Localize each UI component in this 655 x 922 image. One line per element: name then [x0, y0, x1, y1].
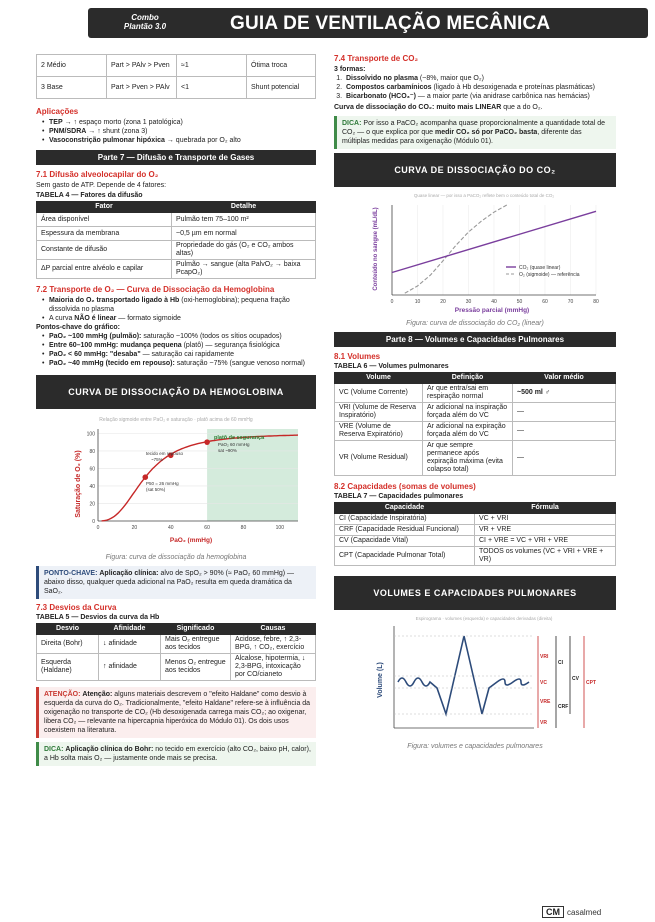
vre-label: VRE — [540, 699, 551, 705]
table-row: CV (Capacidade Vital) CI + VRE = VC + VRI + VRE — [335, 536, 616, 547]
cell: Part > Pven > PAlv — [107, 77, 177, 99]
table-row: Direita (Bohr) ↓ afinidade Mais O₂ entregue aos tecidos Acidose, febre, ↑ 2,3-BPG, ↑ CO₂, exercício — [37, 635, 316, 654]
fig1-caption: Figura: curva de dissociação da hemoglobina — [105, 554, 247, 561]
zones-table — [36, 54, 316, 99]
page-header — [0, 0, 655, 40]
list-item: • PNM/SDRA → ↑ shunt (zona 3) — [42, 127, 316, 136]
y-tick-label: 0 — [92, 519, 95, 525]
right-column — [334, 52, 616, 755]
fig2-caption: Figura: curva de dissociação do CO₂ (linear) — [406, 320, 544, 327]
cell: Ótima troca — [247, 55, 316, 77]
col-header: Valor médio — [513, 373, 616, 384]
table5 — [36, 623, 316, 681]
table-row: Espessura da membrana ~0,5 µm em normal — [37, 227, 316, 241]
col-header: Fator — [37, 202, 172, 213]
o2-reference-line — [405, 205, 507, 293]
col-header: Desvio — [37, 624, 99, 635]
table4-title: TABELA 4 — Fatores da difusão — [36, 192, 143, 199]
y-tick-label: 20 — [89, 501, 95, 508]
x-tick-label: 30 — [465, 299, 472, 305]
list-item: • TEP → ↑ espaço morto (zona 1 patológica) — [42, 118, 316, 127]
y-tick-label: 40 — [89, 483, 95, 490]
s71-text: Sem gasto de ATP. Depende de 4 fatores: — [36, 182, 167, 189]
x-tick-label: 80 — [240, 525, 247, 531]
brand-line1: Combo — [131, 13, 159, 22]
points-list — [36, 332, 316, 368]
list-item: • A curva NÃO é linear — formato sigmoide — [42, 314, 316, 323]
table-row: Constante de difusão Propriedade do gás (O₂ e CO₂ ambos altas) — [37, 241, 316, 260]
co2-dissociation-chart — [334, 187, 616, 315]
cell: 3 Base — [37, 77, 107, 99]
legend-o2: O₂ (sigmoide) — referência — [519, 272, 580, 278]
cpt-label: CPT — [586, 680, 596, 686]
y-tick-label: 100 — [86, 431, 95, 438]
cell: ≈1 — [177, 55, 247, 77]
p50-label-a: P50 = 26 mmHg — [146, 481, 179, 486]
forms-label: 3 formas: — [334, 66, 366, 73]
fig2-band: CURVA DE DISSOCIAÇÃO DO CO₂ — [334, 153, 616, 187]
col-header: Afinidade — [99, 624, 161, 635]
fig3-caption: Figura: volumes e capacidades pulmonares — [407, 743, 543, 750]
table-row: CI (Capacidade Inspiratória) VC + VRI — [335, 514, 616, 525]
cell: 2 Médio — [37, 55, 107, 77]
list-item: • Vasoconstrição pulmonar hipóxica → quebrada por O₂ alto — [42, 136, 316, 145]
s74-title: 7.4 Transporte de CO₂ — [334, 54, 419, 63]
list-item: 1. Dissolvido no plasma (~8%, maior que O₂) — [344, 74, 616, 83]
fig3-subtitle: Espirograma · volumes (esquerda) e capacidades derivadas (direita) — [415, 616, 553, 621]
cell: Shunt potencial — [247, 77, 316, 99]
x-tick-label: 100 — [275, 525, 284, 531]
list-item: • Maioria do O₂ transportado ligado à Hb (oxi-hemoglobina); pequena fração dissolvida no plasma — [42, 296, 316, 314]
table-row: CRF (Capacidade Residual Funcional) VR + VRE — [335, 525, 616, 536]
col-header: Detalhe — [172, 202, 316, 213]
col-header: Volume — [335, 373, 423, 384]
points-title: Pontos-chave do gráfico: — [36, 324, 121, 331]
table6-title: TABELA 6 — Volumes pulmonares — [334, 363, 449, 370]
footer-name: casalmed — [567, 907, 602, 917]
fig3-ylabel: Volume (L) — [377, 662, 384, 698]
vri-label: VRI — [540, 654, 549, 660]
x-tick-label: 20 — [440, 299, 446, 305]
crf-label: CRF — [558, 704, 569, 710]
col-header: Significado — [161, 624, 231, 635]
x-tick-label: 0 — [390, 299, 394, 305]
legend-co2: CO₂ (quase linear) — [519, 265, 561, 271]
brand-line2: Plantão 3.0 — [123, 22, 167, 31]
left-column — [36, 52, 316, 770]
brand — [100, 13, 190, 31]
spirogram-chart — [334, 610, 616, 738]
fig1-band: CURVA DE DISSOCIAÇÃO DA HEMOGLOBINA — [36, 375, 316, 409]
fig2-xlabel: Pressão parcial (mmHg) — [454, 307, 530, 314]
list-item: • PaO₂ < 60 mmHg: "desaba" — saturação cai rapidamente — [42, 350, 316, 359]
y-tick-label: 60 — [89, 466, 95, 473]
footer-logo: CM — [542, 906, 564, 918]
fig3 — [334, 610, 616, 740]
x-tick-label: 60 — [204, 525, 210, 531]
s72-list — [36, 296, 316, 323]
table-row: Esquerda (Haldane) ↑ afinidade Menos O₂ entregue aos tecidos Alcalose, hipotermia, ↓ 2,3-BPG, intoxicação por CO/cianeto — [37, 654, 316, 681]
x-tick-label: 60 — [542, 299, 548, 305]
footer — [542, 906, 601, 918]
fig2-ylabel: Conteúdo no sangue (mL/dL) — [373, 207, 379, 291]
atencao-box: ATENÇÃO: Atenção: alguns materiais descrevem o "efeito Haldane" como desvio à esquerda da curva do O₂. Tradicionalmente, "efeito Haldane" refere-se à influência da oxigenação no transporte de CO₂ (Hb desoxigenada carrega mais CO₂; ao oxigenar, libera CO₂ — relevante na hipercapnia hiperóxica do Módulo 01). Os dois usos coexistem na literatura. — [36, 687, 316, 738]
part7-bar: Parte 7 — Difusão e Transporte de Gases — [36, 150, 316, 165]
cell: Part > PAlv > Pven — [107, 55, 177, 77]
fig2-subtitle: Quase linear — por isso a PaCO₂ reflete bem o conteúdo total de CO₂ — [413, 193, 555, 198]
fig2 — [334, 187, 616, 317]
col-header: Causas — [231, 624, 316, 635]
page-title: GUIA DE VENTILAÇÃO MECÂNICA — [230, 13, 551, 34]
aplicacoes-list — [36, 118, 316, 145]
list-item: • Entre 60–100 mmHg: mudança pequena (platô) — segurança fisiológica — [42, 341, 316, 350]
dica-box-left: DICA: Aplicação clínica do Bohr: no tecido em exercício (alto CO₂, baixo pH, calor), a Hb solta mais O₂ — justamente onde mais se precisa. — [36, 742, 316, 766]
col-header: Fórmula — [475, 503, 616, 514]
x-tick-label: 70 — [567, 299, 574, 305]
y-tick-label: 80 — [89, 448, 95, 455]
x-tick-label: 50 — [516, 299, 523, 305]
table-row: Área disponível Pulmão tem 75–100 m² — [37, 213, 316, 227]
co2-curve-note: Curva de dissociação do CO₂: muito mais LINEAR que a do O₂. — [334, 104, 543, 111]
fig1-ylabel: Saturação de O₂ (%) — [75, 450, 82, 518]
table-row: VRI (Volume de Reserva Inspiratório) Ar adicional na inspiração forçada além do VC — — [335, 403, 616, 422]
s82-title: 8.2 Capacidades (somas de volumes) — [334, 482, 476, 491]
table-row: ΔP parcial entre alvéolo e capilar Pulmão → sangue (alta PalvO₂ → baixa PcapO₂) — [37, 260, 316, 279]
ci-label: CI — [558, 660, 563, 666]
table4 — [36, 201, 316, 279]
rest-label-a: tecido em repouso — [146, 451, 184, 456]
x-tick-label: 20 — [131, 525, 138, 531]
p50-label-b: (sat 50%) — [146, 487, 166, 492]
rest-label-b: ~75% — [151, 457, 163, 462]
spirogram-trace — [398, 636, 529, 714]
cell: <1 — [177, 77, 247, 99]
x-tick-label: 10 — [414, 299, 421, 305]
s73-title: 7.3 Desvios da Curva — [36, 603, 117, 612]
curve-point — [204, 439, 210, 445]
s72-title: 7.2 Transporte de O₂ — Curva de Dissociação da Hemoglobina — [36, 285, 275, 294]
vc-label: VC — [540, 680, 547, 686]
table-row: VR (Volume Residual) Ar que sempre permanece após expiração máxima (evita colapso total) — — [335, 441, 616, 476]
hb-dissociation-chart — [36, 409, 316, 549]
list-item: 3. Bicarbonato (HCO₃⁻) — a maior parte (via anidrase carbônica nas hemácias) — [344, 92, 616, 101]
table7 — [334, 502, 616, 566]
p60-label-a: PaO₂ 60 mmHg — [218, 442, 250, 447]
list-item: 2. Compostos carbamínicos (ligado à Hb desoxigenada e proteínas plasmáticas) — [344, 83, 616, 92]
fig1-subtitle: Relação sigmoide entre PaO₂ e saturação · platô acima de 60 mmHg — [99, 417, 253, 423]
table-row — [37, 55, 316, 77]
p60-label-b: sat ~90% — [218, 448, 237, 453]
x-tick-label: 80 — [593, 299, 599, 305]
x-tick-label: 0 — [96, 525, 100, 531]
fig2-legend — [506, 265, 580, 278]
plateau-label: platô de segurança — [214, 435, 265, 441]
fig1 — [36, 409, 316, 551]
table-row: VRE (Volume de Reserva Expiratório) Ar adicional na expiração forçada além do VC — — [335, 422, 616, 441]
table7-title: TABELA 7 — Capacidades pulmonares — [334, 493, 464, 500]
s71-title: 7.1 Difusão alveolocapilar do O₂ — [36, 170, 159, 179]
table-row: CPT (Capacidade Pulmonar Total) TODOS os volumes (VC + VRI + VRE + VR) — [335, 547, 616, 566]
x-tick-label: 40 — [491, 299, 497, 305]
table6 — [334, 372, 616, 476]
x-tick-label: 40 — [167, 525, 174, 531]
table5-title: TABELA 5 — Desvios da curva da Hb — [36, 614, 160, 621]
cv-label: CV — [572, 676, 579, 682]
col-header: Definição — [423, 373, 513, 384]
list-item: • PaO₂ ~40 mmHg (tecido em repouso): saturação ~75% (sangue venoso normal) — [42, 359, 316, 368]
fig1-xlabel: PaO₂ (mmHg) — [169, 537, 213, 544]
part8-bar: Parte 8 — Volumes e Capacidades Pulmonares — [334, 332, 616, 347]
table-row — [37, 77, 316, 99]
aplicacoes-title: Aplicações — [36, 107, 79, 116]
co2-forms-list — [334, 74, 616, 101]
list-item: • PaO₂ ~100 mmHg (pulmão): saturação ~100% (todos os sítios ocupados) — [42, 332, 316, 341]
col-header: Capacidade — [335, 503, 475, 514]
table-row: VC (Volume Corrente) Ar que entra/sai em respiração normal ~500 ml ♂ — [335, 384, 616, 403]
vr-label: VR — [540, 720, 547, 726]
ponto-chave-box: PONTO-CHAVE: Aplicação clínica: alvo de SpO₂ > 90% (≈ PaO₂ 60 mmHg) — abaixo disso, qualquer queda adicional na PaO₂ resulta em queda dramática da SaO₂. — [36, 566, 316, 599]
s81-title: 8.1 Volumes — [334, 352, 381, 361]
fig3-band: VOLUMES E CAPACIDADES PULMONARES — [334, 576, 616, 610]
dica-box-right: DICA: Por isso a PaCO₂ acompanha quase proporcionalmente a quantidade total de CO₂ — o que explica por que medir CO₂ só por PaCO₂ basta, diferente das múltiplas medidas para oxigenação (Módulo 01). — [334, 116, 616, 149]
curve-point — [142, 474, 148, 480]
